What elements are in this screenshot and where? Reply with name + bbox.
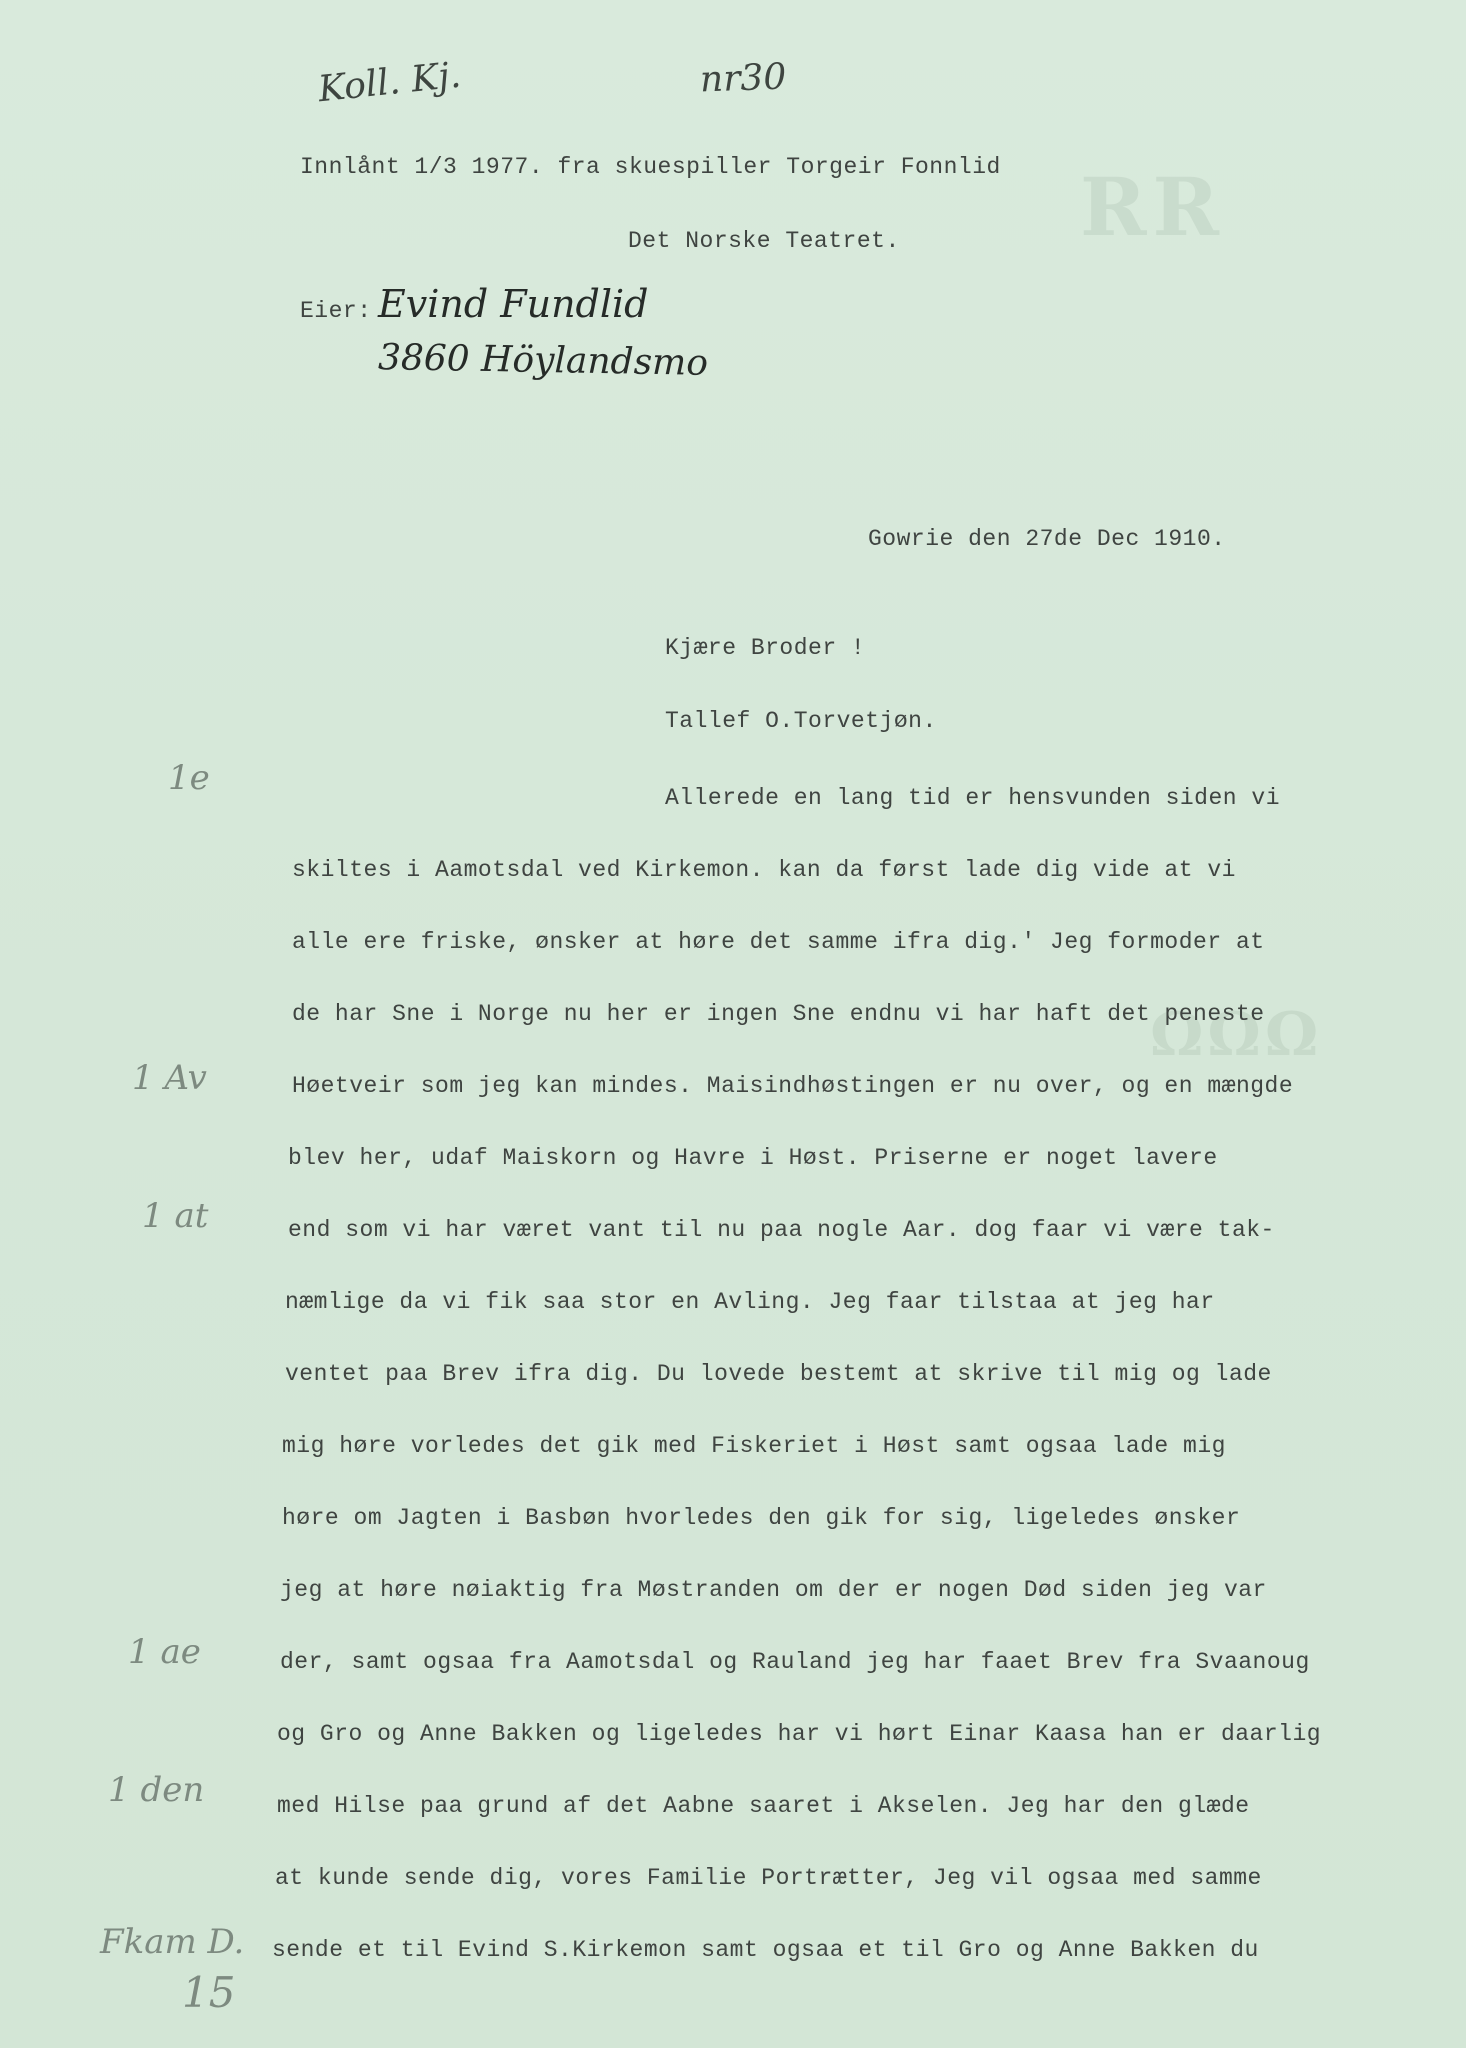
letter-line: sende et til Evind S.Kirkemon samt ogsaa et til Gro og Anne Bakken du xyxy=(272,1937,1259,1963)
owner-label: Eier: xyxy=(300,298,372,324)
letter-line: blev her, udaf Maiskorn og Havre i Høst. Priserne er noget lavere xyxy=(288,1145,1218,1171)
letter-line: de har Sne i Norge nu her er ingen Sne endnu vi har haft det peneste xyxy=(292,1001,1265,1027)
letter-line: Allerede en lang tid er hensvunden siden vi xyxy=(665,785,1280,811)
salutation: Kjære Broder ! xyxy=(665,635,866,661)
margin-note: 1 Av xyxy=(132,1058,207,1098)
owner-address: 3860 Höylandsmo xyxy=(377,337,709,384)
letter-line: mig høre vorledes det gik med Fiskeriet i Høst samt ogsaa lade mig xyxy=(282,1433,1226,1459)
letter-line: og Gro og Anne Bakken og ligeledes har vi hørt Einar Kaasa han er daarlig xyxy=(277,1721,1322,1747)
letter-line: jeg at høre nøiaktig fra Møstranden om der er nogen Død siden jeg var xyxy=(280,1577,1267,1603)
letter-line: der, samt ogsaa fra Aamotsdal og Rauland jeg har faaet Brev fra Svaanoug xyxy=(280,1649,1310,1675)
margin-note: 1e xyxy=(168,758,210,798)
item-number: nr30 xyxy=(699,56,787,101)
margin-note: Fkam D. xyxy=(100,1922,245,1962)
letter-line: høre om Jagten i Basbøn hvorledes den gik for sig, ligeledes ønsker xyxy=(282,1505,1241,1531)
letter-line: alle ere friske, ønsker at høre det samme ifra dig.' Jeg formoder at xyxy=(292,929,1265,955)
letter-line: at kunde sende dig, vores Familie Portrætter, Jeg vil ogsaa med samme xyxy=(275,1865,1262,1891)
loan-line: Innlånt 1/3 1977. fra skuespiller Torgeir Fonnlid xyxy=(300,154,1001,180)
bleed-through-decoration: RR xyxy=(1080,160,1225,254)
theatre-name: Det Norske Teatret. xyxy=(628,228,900,254)
margin-note: 1 den xyxy=(108,1770,205,1810)
bleed-through-decoration: ΩΩΩ xyxy=(1150,1000,1323,1070)
letter-line: Høetveir som jeg kan mindes. Maisindhøstingen er nu over, og en mængde xyxy=(292,1073,1294,1099)
place-date: Gowrie den 27de Dec 1910. xyxy=(868,526,1226,552)
margin-note: 1 at xyxy=(142,1196,209,1236)
margin-note: 1 ae xyxy=(128,1632,201,1672)
collection-mark: Koll. Kj. xyxy=(316,54,463,111)
letter-line: skiltes i Aamotsdal ved Kirkemon. kan da først lade dig vide at vi xyxy=(292,857,1236,883)
letter-line: ventet paa Brev ifra dig. Du lovede bestemt at skrive til mig og lade xyxy=(285,1361,1272,1387)
owner-name: Evind Fundlid xyxy=(378,282,649,326)
letter-line: næmlige da vi fik saa stor en Avling. Jeg faar tilstaa at jeg har xyxy=(285,1289,1215,1315)
addressee: Tallef O.Torvetjøn. xyxy=(665,708,937,734)
letter-line: med Hilse paa grund af det Aabne saaret i Akselen. Jeg har den glæde xyxy=(277,1793,1250,1819)
letter-line: end som vi har været vant til nu paa nogle Aar. dog faar vi være tak- xyxy=(288,1217,1275,1243)
margin-note: 15 xyxy=(182,1968,236,2017)
